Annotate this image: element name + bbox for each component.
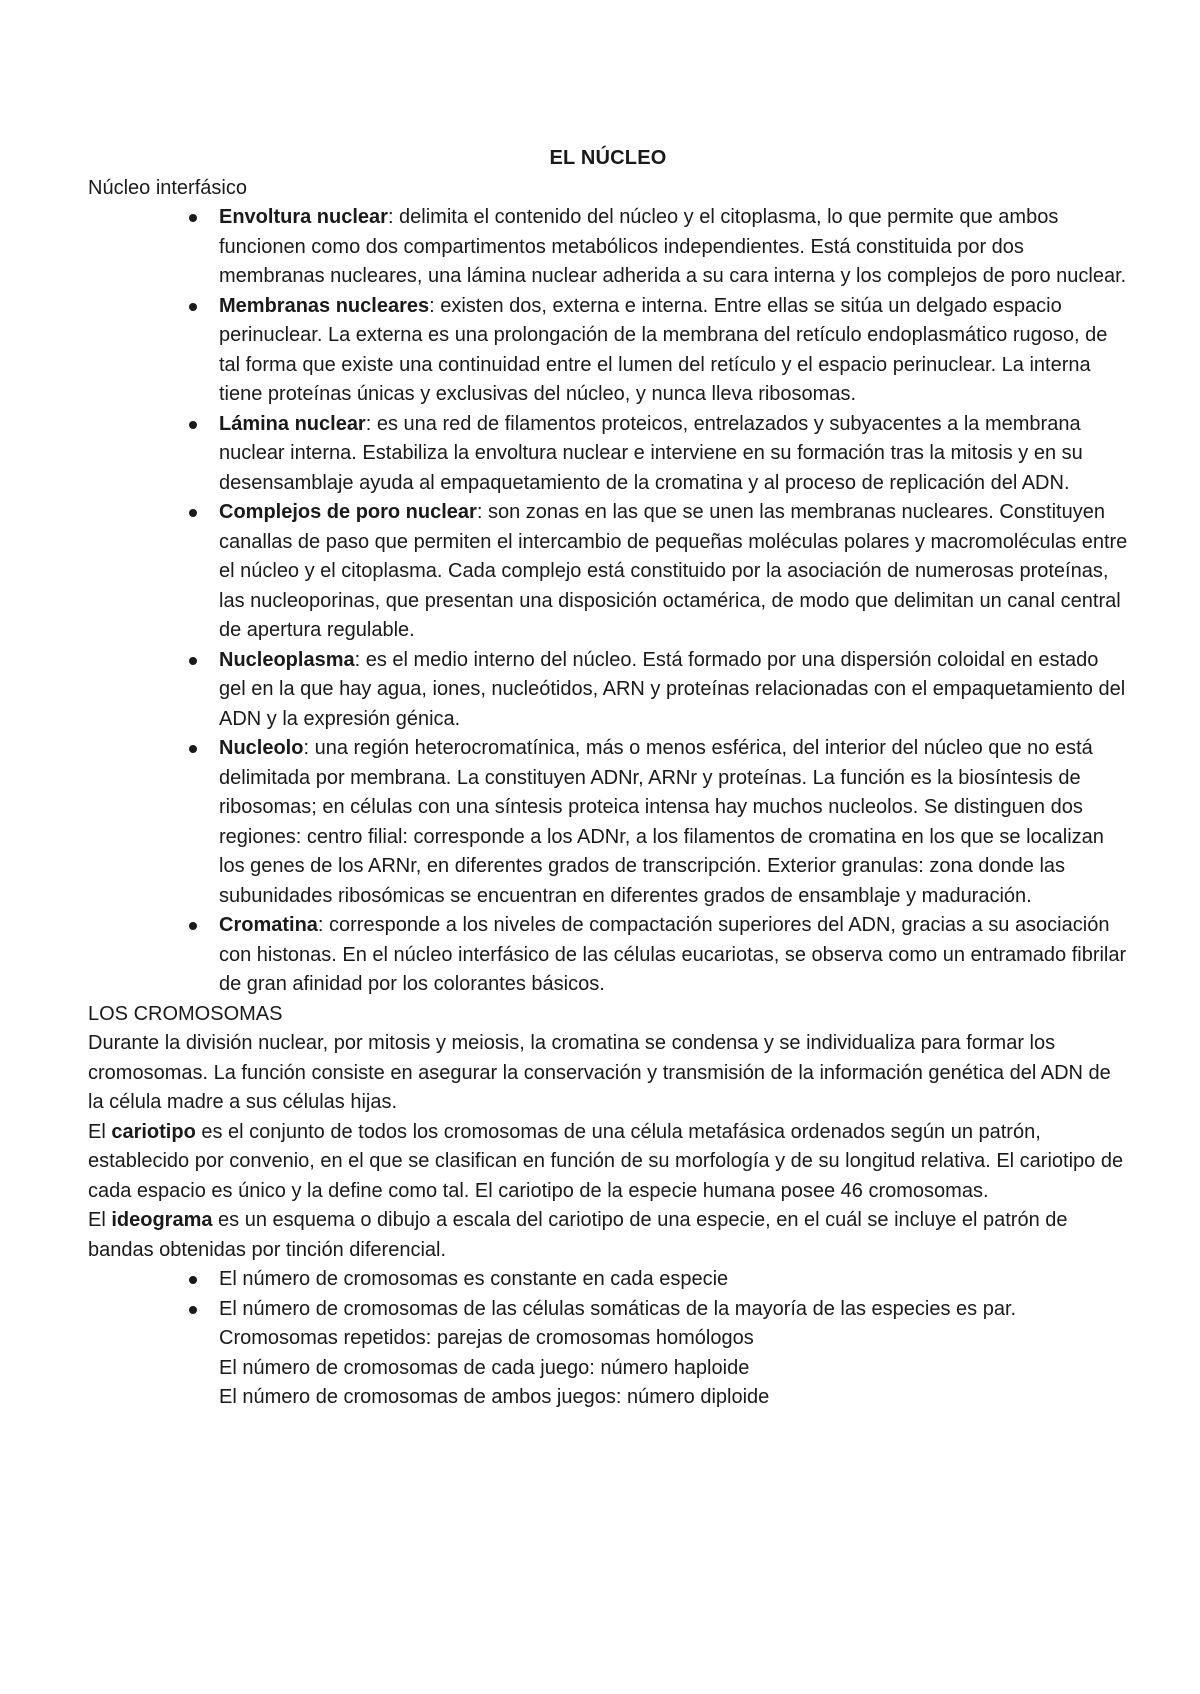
term-ideograma: ideograma <box>111 1209 213 1231</box>
item-text: El número de cromosomas es constante en cada especie <box>219 1268 729 1290</box>
term-label: Cromatina <box>219 914 318 936</box>
item-text: : delimita el contenido del núcleo y el citoplasma, lo que permite que ambos funcionen como dos compartimentos metabólicos independientes. Está constituida por dos membranas nucleares, una lámina nuclear adherida a su cara interna y los complejos de poro nuclear. <box>219 206 1127 287</box>
item-text: : existen dos, externa e interna. Entre ellas se sitúa un delgado espacio perinuclear. La externa es una prolongación de la membrana del retículo endoplasmático rugoso, de tal forma que existe una continuidad entre el lumen del retículo y el espacio perinuclear. La interna tiene proteínas únicas y exclusivas del núcleo, y nunca lleva ribosomas. <box>219 294 1108 405</box>
bullet-icon <box>189 922 197 930</box>
item-text: El número de cromosomas de las células somáticas de la mayoría de las especies es par. <box>219 1297 1017 1320</box>
term-label: Membranas nucleares <box>219 294 430 317</box>
list-item-cromatina <box>219 911 1128 1000</box>
paragraph-prefix: El <box>88 1209 112 1231</box>
section-heading-cromosomas: LOS CROMOSOMAS <box>88 1002 283 1025</box>
paragraph-prefix: El <box>88 1120 112 1143</box>
paragraph-text: es el conjunto de todos los cromosomas de una célula metafásica ordenados según un patrón, establecido por convenio, en el que se clasifican en función de su morfología y de su longitud relativa. El cariotipo de cada espacio es único y la define como tal. El cariotipo de la especie humana posee 46 cromosomas. <box>88 1120 1124 1202</box>
list-item-complejos-poro-nuclear <box>219 498 1128 646</box>
list-item-membranas-nucleares <box>219 292 1128 410</box>
subline-numero-haploide: El número de cromosomas de cada juego: número haploide <box>219 1356 750 1379</box>
nucleo-components-list <box>88 203 1128 1000</box>
paragraph-ideograma <box>88 1206 1128 1265</box>
section-heading-nucleo-interfasico: Núcleo interfásico <box>88 176 247 199</box>
list-item-numero-par <box>219 1295 1128 1325</box>
term-label: Nucleolo <box>219 737 304 759</box>
term-label: Lámina nuclear <box>219 412 366 435</box>
item-text: : es el medio interno del núcleo. Está formado por una dispersión coloidal en estado gel en la que hay agua, iones, nucleótidos, ARN y proteínas relacionadas con el empaquetamiento del ADN y la expresión génica. <box>219 648 1126 730</box>
bullet-icon <box>189 303 197 311</box>
term-cariotipo: cariotipo <box>111 1120 196 1143</box>
term-label: Envoltura nuclear <box>219 206 388 228</box>
list-item-lamina-nuclear <box>219 410 1128 499</box>
list-item-envoltura-nuclear <box>219 203 1128 292</box>
document-content <box>88 144 1128 1413</box>
bullet-icon <box>189 1276 197 1284</box>
subline-numero-diploide: El número de cromosomas de ambos juegos: número diploide <box>219 1386 770 1408</box>
bullet-icon <box>189 745 197 753</box>
list-item-numero-constante <box>219 1265 1128 1295</box>
bullet-icon <box>189 421 197 429</box>
bullet-icon <box>189 1306 197 1314</box>
cromosomas-facts-list <box>88 1265 1128 1324</box>
item-text: : corresponde a los niveles de compactación superiores del ADN, gracias a su asociación con histonas. En el núcleo interfásico de las células eucariotas, se observa como un entramado fibrilar de gran afinidad por los colorantes básicos. <box>219 914 1127 995</box>
bullet-icon <box>189 509 197 517</box>
subline-cromosomas-repetidos: Cromosomas repetidos: parejas de cromosomas homólogos <box>219 1327 754 1349</box>
term-label: Complejos de poro nuclear <box>219 501 477 523</box>
paragraph-cariotipo <box>88 1118 1128 1207</box>
list-item-nucleoplasma <box>219 646 1128 735</box>
item-text: : es una red de filamentos proteicos, entrelazados y subyacentes a la membrana nuclear interna. Estabiliza la envoltura nuclear e interviene en su formación tras la mitosis y en su desensamblaje ayuda al empaquetamiento de la cromatina y al proceso de replicación del ADN. <box>219 412 1083 494</box>
document-title: EL NÚCLEO <box>549 147 667 169</box>
bullet-icon <box>189 214 197 222</box>
bullet-icon <box>189 657 197 665</box>
item-text: : una región heterocromatínica, más o menos esférica, del interior del núcleo que no está delimitada por membrana. La constituyen ADNr, ARNr y proteínas. La función es la biosíntesis de ribosomas; en células con una síntesis proteica intensa hay muchos nucleolos. Se distinguen dos regiones: centro filial: corresponde a los ADNr, a los filamentos de cromatina en los que se localizan los genes de los ARNr, en diferentes grados de transcripción. Exterior granulas: zona donde las subunidades ribosómicas se encuentran en diferentes grados de ensamblaje y maduración. <box>219 737 1104 907</box>
item-text: : son zonas en las que se unen las membranas nucleares. Constituyen canallas de paso que permiten el intercambio de pequeñas moléculas polares y macromoléculas entre el núcleo y el citoplasma. Cada complejo está constituido por la asociación de numerosas proteínas, las nucleoporinas, que presentan una disposición octamérica, de modo que delimitan un canal central de apertura regulable. <box>219 501 1128 641</box>
paragraph-division-nuclear: Durante la división nuclear, por mitosis y meiosis, la cromatina se condensa y se individualiza para formar los cromosomas. La función consiste en asegurar la conservación y transmisión de la información genética del ADN de la célula madre a sus células hijas. <box>88 1032 1111 1113</box>
term-label: Nucleoplasma <box>219 648 355 671</box>
list-item-nucleolo <box>219 734 1128 911</box>
paragraph-text: es un esquema o dibujo a escala del cariotipo de una especie, en el cuál se incluye el patrón de bandas obtenidas por tinción diferencial. <box>88 1209 1068 1261</box>
